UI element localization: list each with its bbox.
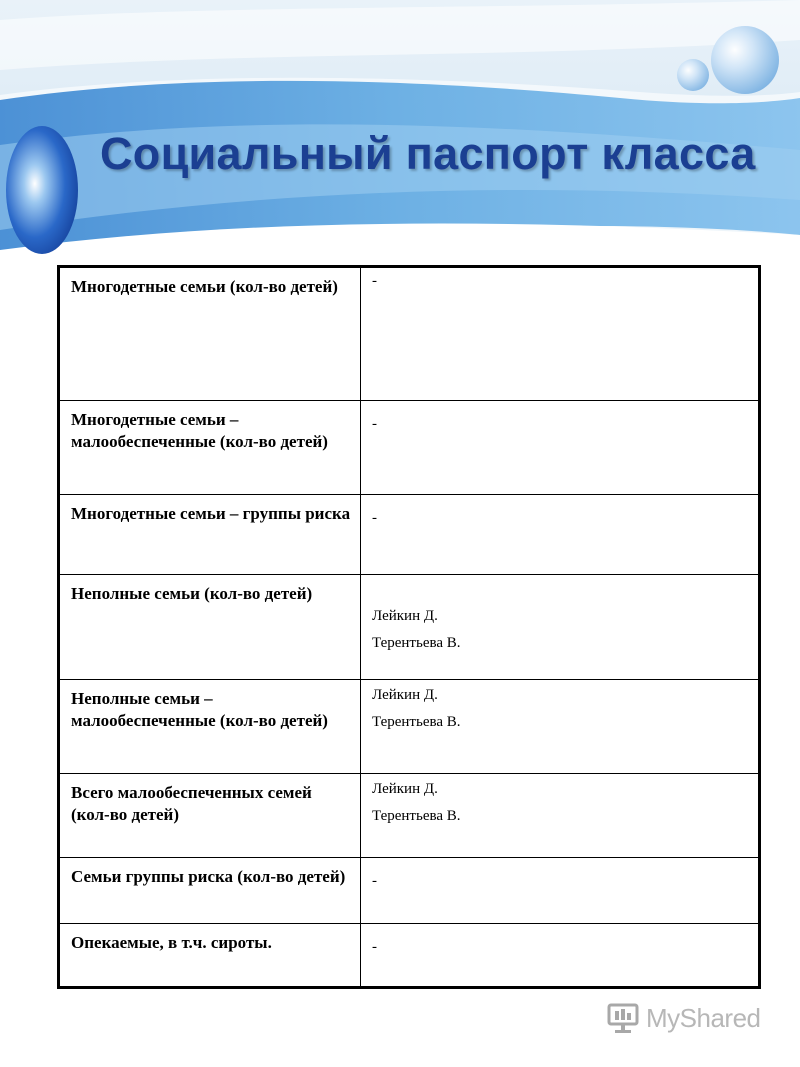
- table-row: [59, 924, 760, 988]
- row-label: Неполные семьи (кол-во детей): [59, 575, 361, 680]
- table-row: [59, 858, 760, 924]
- row-label: Всего малообеспеченных семей (кол-во детей): [59, 774, 361, 858]
- table-row: [59, 267, 760, 401]
- value-line: Лейкин Д.: [372, 687, 438, 703]
- value-line: -: [372, 416, 377, 432]
- value-line: -: [372, 939, 377, 955]
- value-line: Терентьева В.: [372, 714, 461, 730]
- page-title: Социальный паспорт класса: [100, 128, 756, 179]
- row-value: [361, 267, 760, 401]
- presentation-board-icon: [606, 1001, 640, 1035]
- table-row: [59, 680, 760, 774]
- value-line: Лейкин Д.: [372, 608, 438, 624]
- social-passport-table: [57, 265, 761, 989]
- value-line: Лейкин Д.: [372, 781, 438, 797]
- value-line: Терентьева В.: [372, 635, 461, 651]
- value-line: -: [372, 273, 377, 289]
- row-label: Опекаемые, в т.ч. сироты.: [59, 924, 361, 988]
- table-row: [59, 774, 760, 858]
- row-value: [361, 575, 760, 680]
- row-value: [361, 680, 760, 774]
- table-row: [59, 495, 760, 575]
- row-value: [361, 401, 760, 495]
- value-line: Терентьева В.: [372, 808, 461, 824]
- row-label: Семьи группы риска (кол-во детей): [59, 858, 361, 924]
- row-value: [361, 495, 760, 575]
- logo-text: MyShared: [646, 1002, 761, 1033]
- row-label: Многодетные семьи (кол-во детей): [59, 267, 361, 401]
- myshared-logo[interactable]: [606, 998, 761, 1038]
- table-row: [59, 575, 760, 680]
- table-row: [59, 401, 760, 495]
- row-label: Многодетные семьи – группы риска: [59, 495, 361, 575]
- value-line: -: [372, 510, 377, 526]
- row-value: [361, 774, 760, 858]
- row-value: [361, 858, 760, 924]
- value-line: -: [372, 873, 377, 889]
- row-label: Многодетные семьи – малообеспеченные (кол-во детей): [59, 401, 361, 495]
- row-label: Неполные семьи – малообеспеченные (кол-во детей): [59, 680, 361, 774]
- row-value: [361, 924, 760, 988]
